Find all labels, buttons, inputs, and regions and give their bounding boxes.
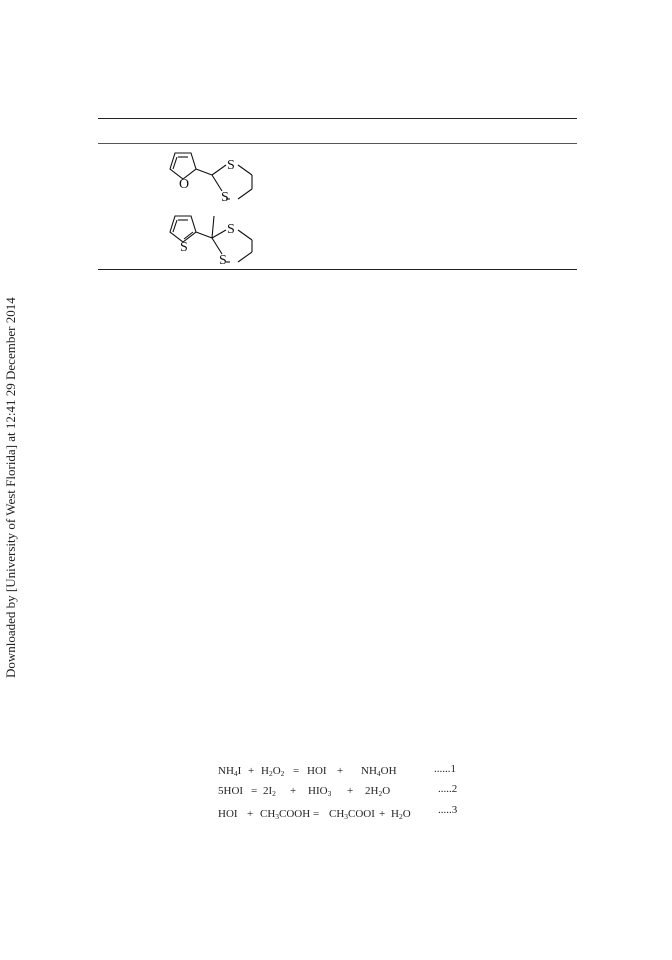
structure-furyl-dithiane <box>160 145 270 207</box>
table-top-rule <box>98 118 577 119</box>
equation-3 <box>216 804 476 824</box>
eq1-number: ......1 <box>434 763 456 775</box>
eq3-water: $H_2O$ <box>391 808 411 821</box>
eq3-plus-2: + <box>379 808 386 820</box>
eq2-plus-1: + <box>290 785 297 797</box>
table-header-rule <box>98 143 577 144</box>
eq3-acetyl-hypoiodite: $CH_3COOI$ <box>329 808 375 821</box>
eq3-equals: = <box>313 808 320 820</box>
eq2-iodine: $2I_2$ <box>263 785 276 798</box>
structure-thienyl-methyl-dithiane <box>160 208 270 270</box>
download-watermark: Downloaded by [University of West Florida] at 12:41 29 December 2014 <box>3 297 18 678</box>
eq2-water: $2H_2O$ <box>365 785 391 798</box>
eq1-hydrogen-peroxide: $H_2O_2$ <box>261 765 285 778</box>
eq2-equals: = <box>251 785 258 797</box>
eq2-plus-2: + <box>347 785 354 797</box>
eq1-ammonium-hydroxide: $NH_4OH$ <box>361 765 397 778</box>
eq3-hoi: HOI <box>218 808 238 820</box>
equation-2 <box>216 785 476 801</box>
dithiane-sulfur-label-1: S <box>227 222 235 237</box>
equation-1 <box>216 765 476 781</box>
dithiane-sulfur-label-2: S <box>219 253 227 268</box>
eq1-hoi: HOI <box>307 765 327 777</box>
dithiane-sulfur-label-1: S <box>227 158 235 173</box>
eq2-iodic-acid: $HIO_3$ <box>308 785 332 798</box>
table-bottom-rule <box>98 269 577 270</box>
eq2-number: .....2 <box>438 783 458 795</box>
eq2-5hoi: 5HOI <box>218 785 244 797</box>
eq3-acetic-acid: $CH_3COOH$ <box>260 808 311 821</box>
thiophene-sulfur-label: S <box>180 240 188 255</box>
furan-oxygen-label: O <box>179 177 190 192</box>
eq3-plus-1: + <box>247 808 254 820</box>
eq1-plus-1: + <box>248 765 255 777</box>
dithiane-sulfur-label-2: S <box>221 190 229 205</box>
eq3-number: .....3 <box>438 804 458 816</box>
eq1-plus-2: + <box>337 765 344 777</box>
eq1-equals: = <box>293 765 300 777</box>
eq1-ammonium-iodide: $NH_4I$ <box>218 765 242 778</box>
